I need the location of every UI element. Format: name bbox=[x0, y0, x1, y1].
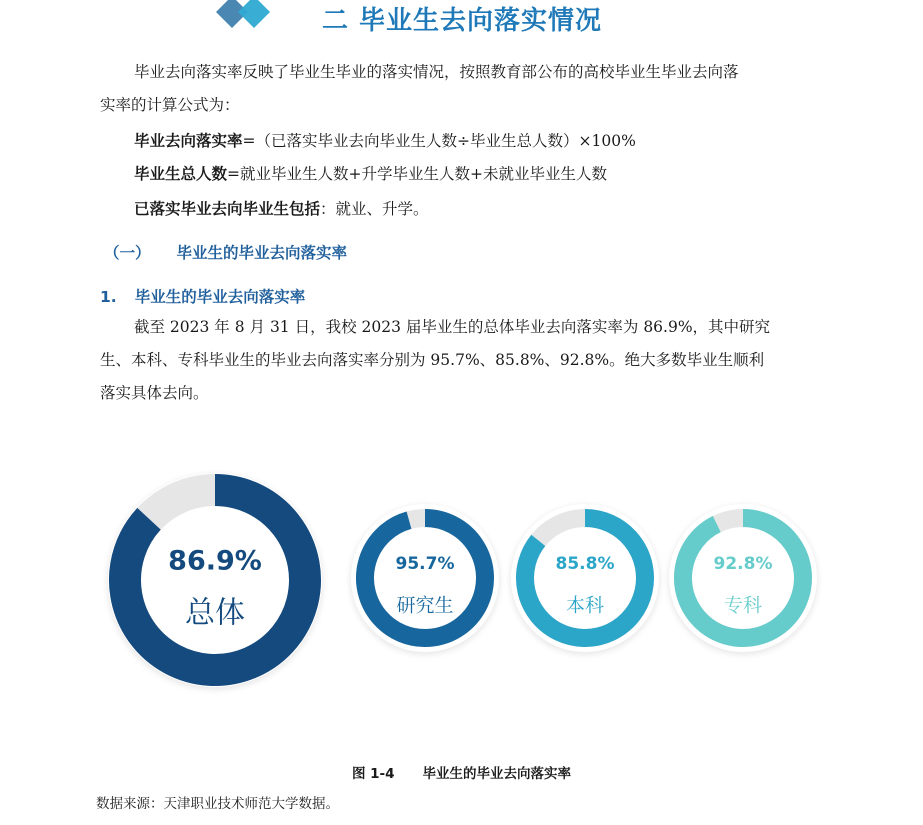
donut-4 bbox=[668, 504, 818, 655]
section-title: 二 毕业生去向落实情况 bbox=[322, 6, 603, 36]
donut-name-label: 本科 bbox=[565, 594, 605, 617]
donut-1 bbox=[107, 473, 323, 690]
donut-name-label: 专科 bbox=[723, 594, 763, 617]
donut-value-label: 86.9% bbox=[168, 545, 262, 577]
caption-title: 毕业生的毕业去向落实率 bbox=[422, 766, 572, 782]
diamond-logo-icon bbox=[214, 0, 274, 32]
body-line-1: 截至 2023 年 8 月 31 日，我校 2023 届毕业生的总体毕业去向落实率为 86.9%，其中研究 bbox=[134, 318, 771, 336]
donut-value-label: 85.8% bbox=[555, 554, 615, 574]
intro-line-2: 实率的计算公式为： bbox=[100, 96, 240, 114]
donut-2 bbox=[350, 504, 500, 655]
donut-chart-svg bbox=[100, 470, 830, 700]
formula-rate-label: 毕业去向落实率 bbox=[134, 132, 243, 150]
data-source: 数据来源：天津职业技术师范大学数据。 bbox=[96, 796, 339, 812]
formula-included-text: ：就业、升学。 bbox=[320, 200, 429, 218]
donut-name-label: 研究生 bbox=[396, 594, 454, 617]
formula-rate bbox=[134, 125, 636, 157]
subsection-title: 毕业生的毕业去向落实率 bbox=[176, 244, 348, 262]
donut-value-label: 95.7% bbox=[395, 554, 455, 574]
formula-total-label: 毕业生总人数 bbox=[134, 165, 228, 183]
formula-rate-text: =（已落实毕业去向毕业生人数÷毕业生总人数）×100% bbox=[242, 132, 636, 150]
item-title: 毕业生的毕业去向落实率 bbox=[134, 288, 306, 306]
donut-name-label: 总体 bbox=[185, 595, 245, 631]
body-line-3: 落实具体去向。 bbox=[100, 384, 209, 402]
item-heading bbox=[100, 285, 305, 307]
subsection-heading bbox=[104, 241, 347, 263]
donut-value-label: 92.8% bbox=[713, 554, 773, 574]
formula-total-text: =就业毕业生人数+升学毕业生人数+未就业毕业生人数 bbox=[227, 165, 607, 183]
formula-total bbox=[134, 158, 607, 190]
intro-line-1: 毕业去向落实率反映了毕业生毕业的落实情况，按照教育部公布的高校毕业生毕业去向落 bbox=[134, 63, 739, 81]
donut-chart bbox=[100, 470, 830, 700]
subsection-num: （一） bbox=[104, 244, 151, 262]
body-line-2: 生、本科、专科毕业生的毕业去向落实率分别为 95.7%、85.8%、92.8%。绝大多数毕业生顺利 bbox=[100, 351, 765, 369]
caption-num: 图 1-4 bbox=[351, 766, 395, 782]
formula-included bbox=[134, 193, 429, 225]
donut-3 bbox=[510, 504, 660, 655]
item-num: 1. bbox=[100, 288, 117, 306]
formula-included-label: 已落实毕业去向毕业生包括 bbox=[134, 200, 321, 218]
section-header bbox=[0, 0, 923, 40]
figure-caption bbox=[0, 762, 923, 782]
